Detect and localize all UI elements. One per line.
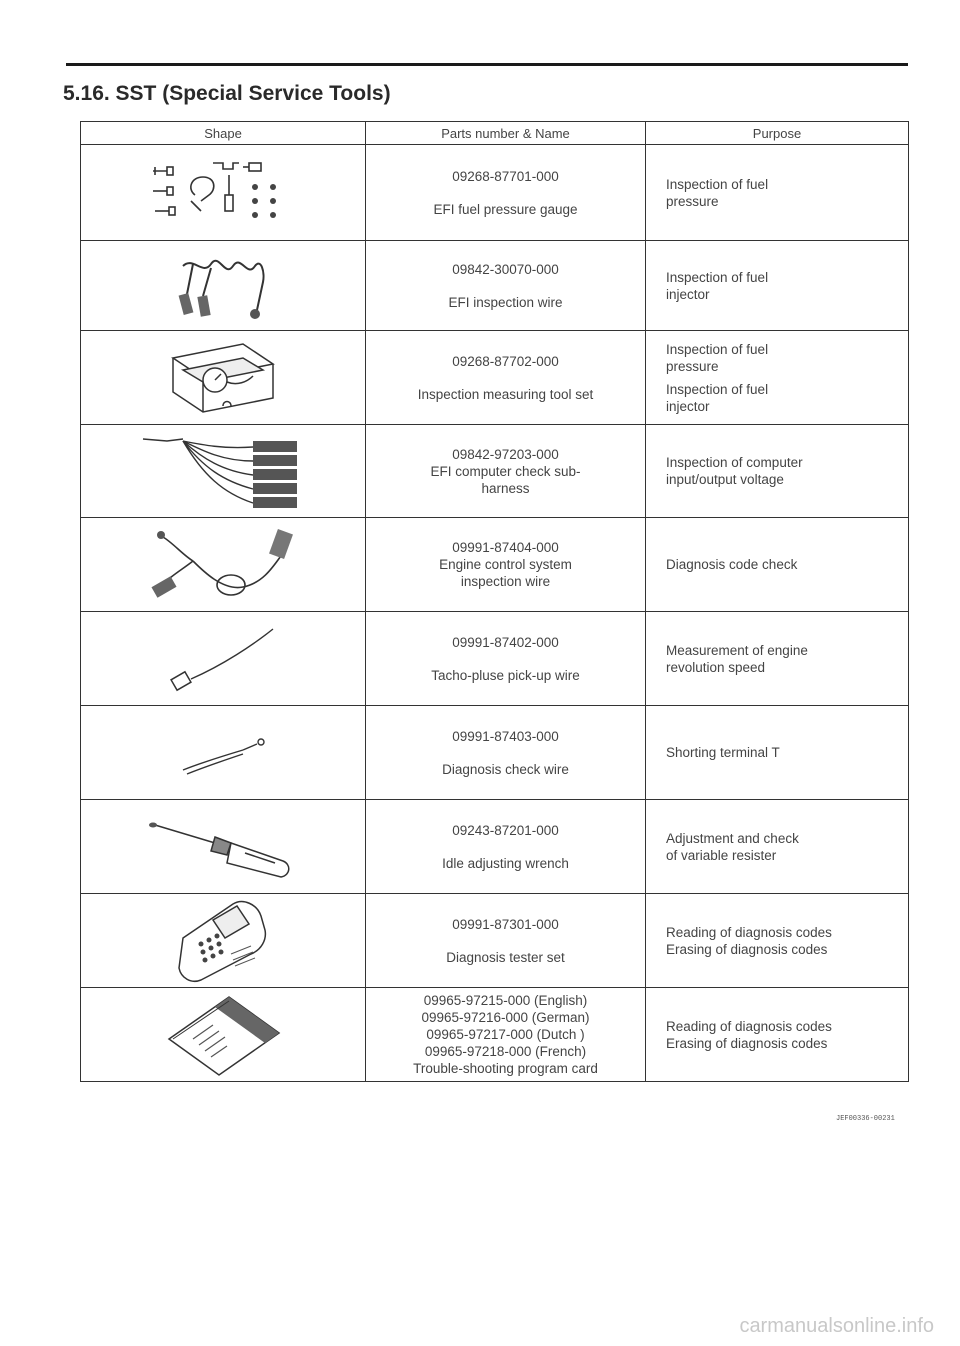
parts-cell <box>366 988 646 1082</box>
part-number: 09842-97203-000 <box>452 446 559 462</box>
parts-cell <box>366 518 646 612</box>
table-header-row <box>81 122 909 145</box>
part-number: 09991-87404-000 <box>452 540 559 555</box>
table-row <box>81 331 909 425</box>
table-row <box>81 612 909 706</box>
part-name: Diagnosis check wire <box>442 761 569 777</box>
header-shape: Shape <box>81 122 366 145</box>
table-row <box>81 706 909 800</box>
part-name: EFI inspection wire <box>448 294 563 310</box>
purpose-cell <box>646 988 909 1082</box>
part-name: Engine control system <box>439 557 572 572</box>
screwdriver-icon <box>133 807 313 887</box>
shape-cell <box>81 145 366 241</box>
shape-cell <box>81 800 366 894</box>
purpose-line: pressure <box>666 193 719 209</box>
check-wire-icon <box>143 718 303 788</box>
purpose-cell <box>646 612 909 706</box>
parts-cell <box>366 241 646 331</box>
table-row <box>81 425 909 518</box>
purpose-line: input/output voltage <box>666 472 784 487</box>
purpose-line: Inspection of fuel <box>666 269 769 285</box>
table-row <box>81 800 909 894</box>
parts-cell <box>366 894 646 988</box>
shape-cell <box>81 988 366 1082</box>
part-number: 09965-97215-000 (English) <box>423 993 588 1008</box>
fuel-pressure-gauge-icon <box>133 153 313 233</box>
part-name: Trouble-shooting program card <box>413 1061 598 1076</box>
purpose-cell <box>646 706 909 800</box>
shape-cell <box>81 518 366 612</box>
part-name: harness <box>481 480 530 496</box>
purpose-line: Inspection of computer <box>666 455 803 470</box>
tester-icon <box>153 898 293 984</box>
purpose-line: Reading of diagnosis codes <box>666 1018 832 1034</box>
purpose-line: Reading of diagnosis codes <box>666 924 832 940</box>
table-row <box>81 894 909 988</box>
section-title: 5.16. SST (Special Service Tools) <box>63 82 391 105</box>
purpose-line: Inspection of fuel <box>666 176 769 192</box>
shape-cell <box>81 706 366 800</box>
purpose-cell <box>646 518 909 612</box>
part-number: 09991-87403-000 <box>452 728 559 744</box>
purpose-cell <box>646 894 909 988</box>
parts-cell <box>366 800 646 894</box>
sub-harness-icon <box>123 429 323 513</box>
purpose-line: revolution speed <box>666 659 766 675</box>
parts-cell <box>366 612 646 706</box>
top-rule <box>66 63 908 66</box>
purpose-line: Shorting terminal T <box>666 745 780 760</box>
part-name: Diagnosis tester set <box>446 949 565 965</box>
purpose-cell <box>646 331 909 425</box>
purpose-line: of variable resister <box>666 847 777 863</box>
part-number: 09268-87702-000 <box>452 353 559 369</box>
part-number: 09965-97216-000 (German) <box>421 1010 590 1025</box>
part-name: inspection wire <box>460 574 551 589</box>
shape-cell <box>81 894 366 988</box>
header-parts: Parts number & Name <box>366 122 646 145</box>
control-wire-icon <box>123 523 323 607</box>
part-name: EFI computer check sub- <box>430 463 581 479</box>
part-name: EFI fuel pressure gauge <box>433 201 578 217</box>
parts-cell <box>366 331 646 425</box>
tool-case-icon <box>153 336 293 420</box>
purpose-line: Erasing of diagnosis codes <box>666 941 828 957</box>
purpose-line: Adjustment and check <box>666 830 799 846</box>
shape-cell <box>81 241 366 331</box>
sst-table <box>80 121 909 1082</box>
shape-cell <box>81 425 366 518</box>
purpose-cell <box>646 425 909 518</box>
inspection-wire-icon <box>153 246 293 326</box>
pickup-wire-icon <box>143 619 303 699</box>
part-number: 09965-97218-000 (French) <box>424 1044 587 1059</box>
purpose-line: injector <box>666 398 710 414</box>
purpose-line: injector <box>666 286 710 302</box>
purpose-cell <box>646 145 909 241</box>
purpose-line: Diagnosis code check <box>666 557 798 572</box>
part-name: Idle adjusting wrench <box>442 855 569 871</box>
program-card-icon <box>153 991 293 1079</box>
purpose-line: Inspection of fuel <box>666 381 769 397</box>
table-row <box>81 988 909 1082</box>
purpose-cell <box>646 800 909 894</box>
parts-cell <box>366 706 646 800</box>
parts-cell <box>366 425 646 518</box>
watermark: carmanualsonline.info <box>739 1315 934 1337</box>
shape-cell <box>81 612 366 706</box>
purpose-line: Measurement of engine <box>666 642 808 658</box>
table-row <box>81 241 909 331</box>
purpose-cell <box>646 241 909 331</box>
part-number: 09268-87701-000 <box>452 168 559 184</box>
shape-cell <box>81 331 366 425</box>
part-number: 09243-87201-000 <box>452 822 559 838</box>
part-name: Inspection measuring tool set <box>417 386 594 402</box>
part-name: Tacho-pluse pick-up wire <box>431 667 580 683</box>
part-number: 09991-87402-000 <box>452 634 559 650</box>
purpose-line: Erasing of diagnosis codes <box>666 1035 828 1051</box>
parts-cell <box>366 145 646 241</box>
part-number: 09991-87301-000 <box>452 916 559 932</box>
purpose-line: pressure <box>666 358 719 374</box>
table-row <box>81 518 909 612</box>
document-code: JEF00336-00231 <box>836 1115 895 1123</box>
purpose-line: Inspection of fuel <box>666 341 769 357</box>
table-row <box>81 145 909 241</box>
part-number: 09965-97217-000 (Dutch ) <box>426 1027 585 1042</box>
part-number: 09842-30070-000 <box>452 261 559 277</box>
header-purpose: Purpose <box>646 122 909 145</box>
